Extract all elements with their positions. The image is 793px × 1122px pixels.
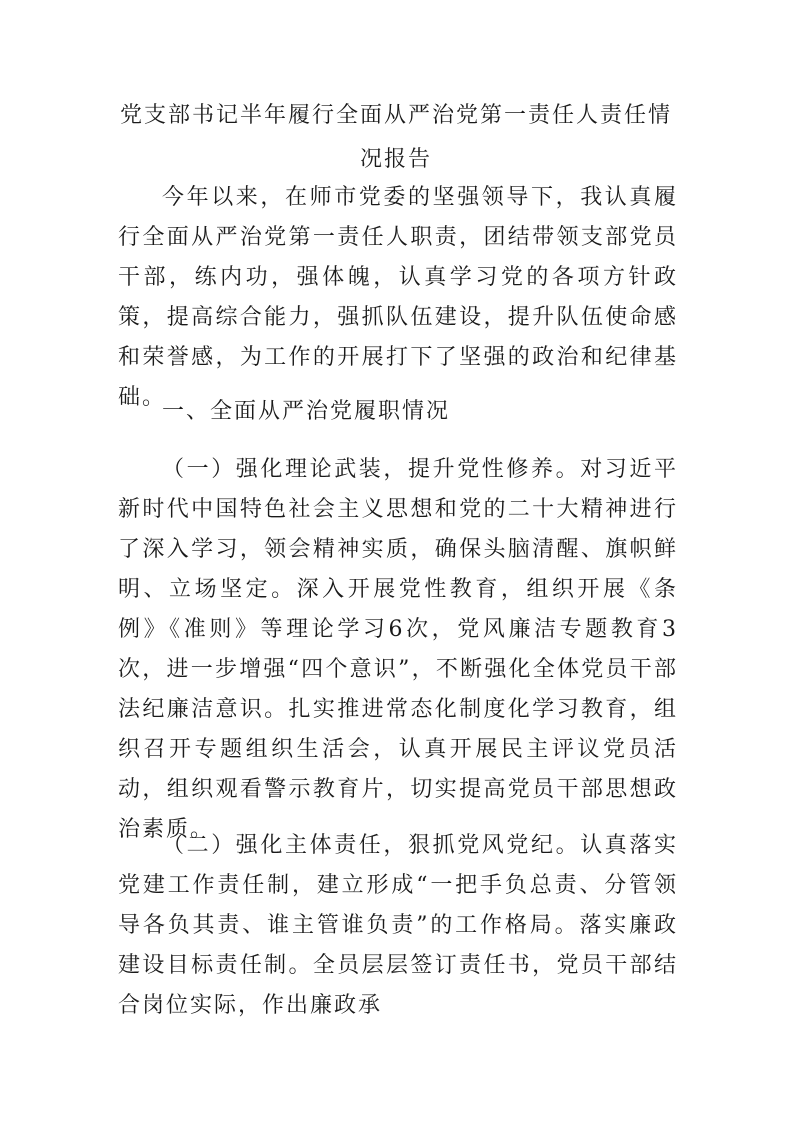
subsection-paragraph-1: （一）强化理论武装，提升党性修养。对习近平新时代中国特色社会主义思想和党的二十大精神进行了深入学习，领会精神实质，确保头脑清醒、旗帜鲜明、立场坚定。深入开展党性教育，组织开展《条例》《准则》等理论学习6次，党风廉洁专题教育3次，进一步增强“四个意识”，不断强化全体党员干部法纪廉洁意识。扎实推进常态化制度化学习教育，组织召开专题组织生活会，认真开展民主评议党员活动，组织观看警示教育片，切实提高党员干部思想政治素质。 — [118, 457, 678, 842]
document-title: 党支部书记半年履行全面从严治党第一责任人责任情况报告 — [119, 103, 672, 172]
intro-paragraph: 今年以来，在师市党委的坚强领导下，我认真履行全面从严治党第一责任人职责，团结带领支部党员干部，练内功，强体魄，认真学习党的各项方针政策，提高综合能力，强抓队伍建设，提升队伍使命感和荣誉感，为工作的开展打下了坚强的政治和纪律基础。 — [118, 185, 678, 410]
section-heading: 一、全面从严治党履职情况 — [162, 399, 451, 424]
subsection-paragraph-2: （二）强化主体责任，狠抓党风党纪。认真落实党建工作责任制，建立形成“一把手负总责、分管领导各负其责、谁主管谁负责”的工作格局。落实廉政建设目标责任制。全员层层签订责任书，党员干部结合岗位实际，作出廉政承 — [118, 833, 678, 1018]
